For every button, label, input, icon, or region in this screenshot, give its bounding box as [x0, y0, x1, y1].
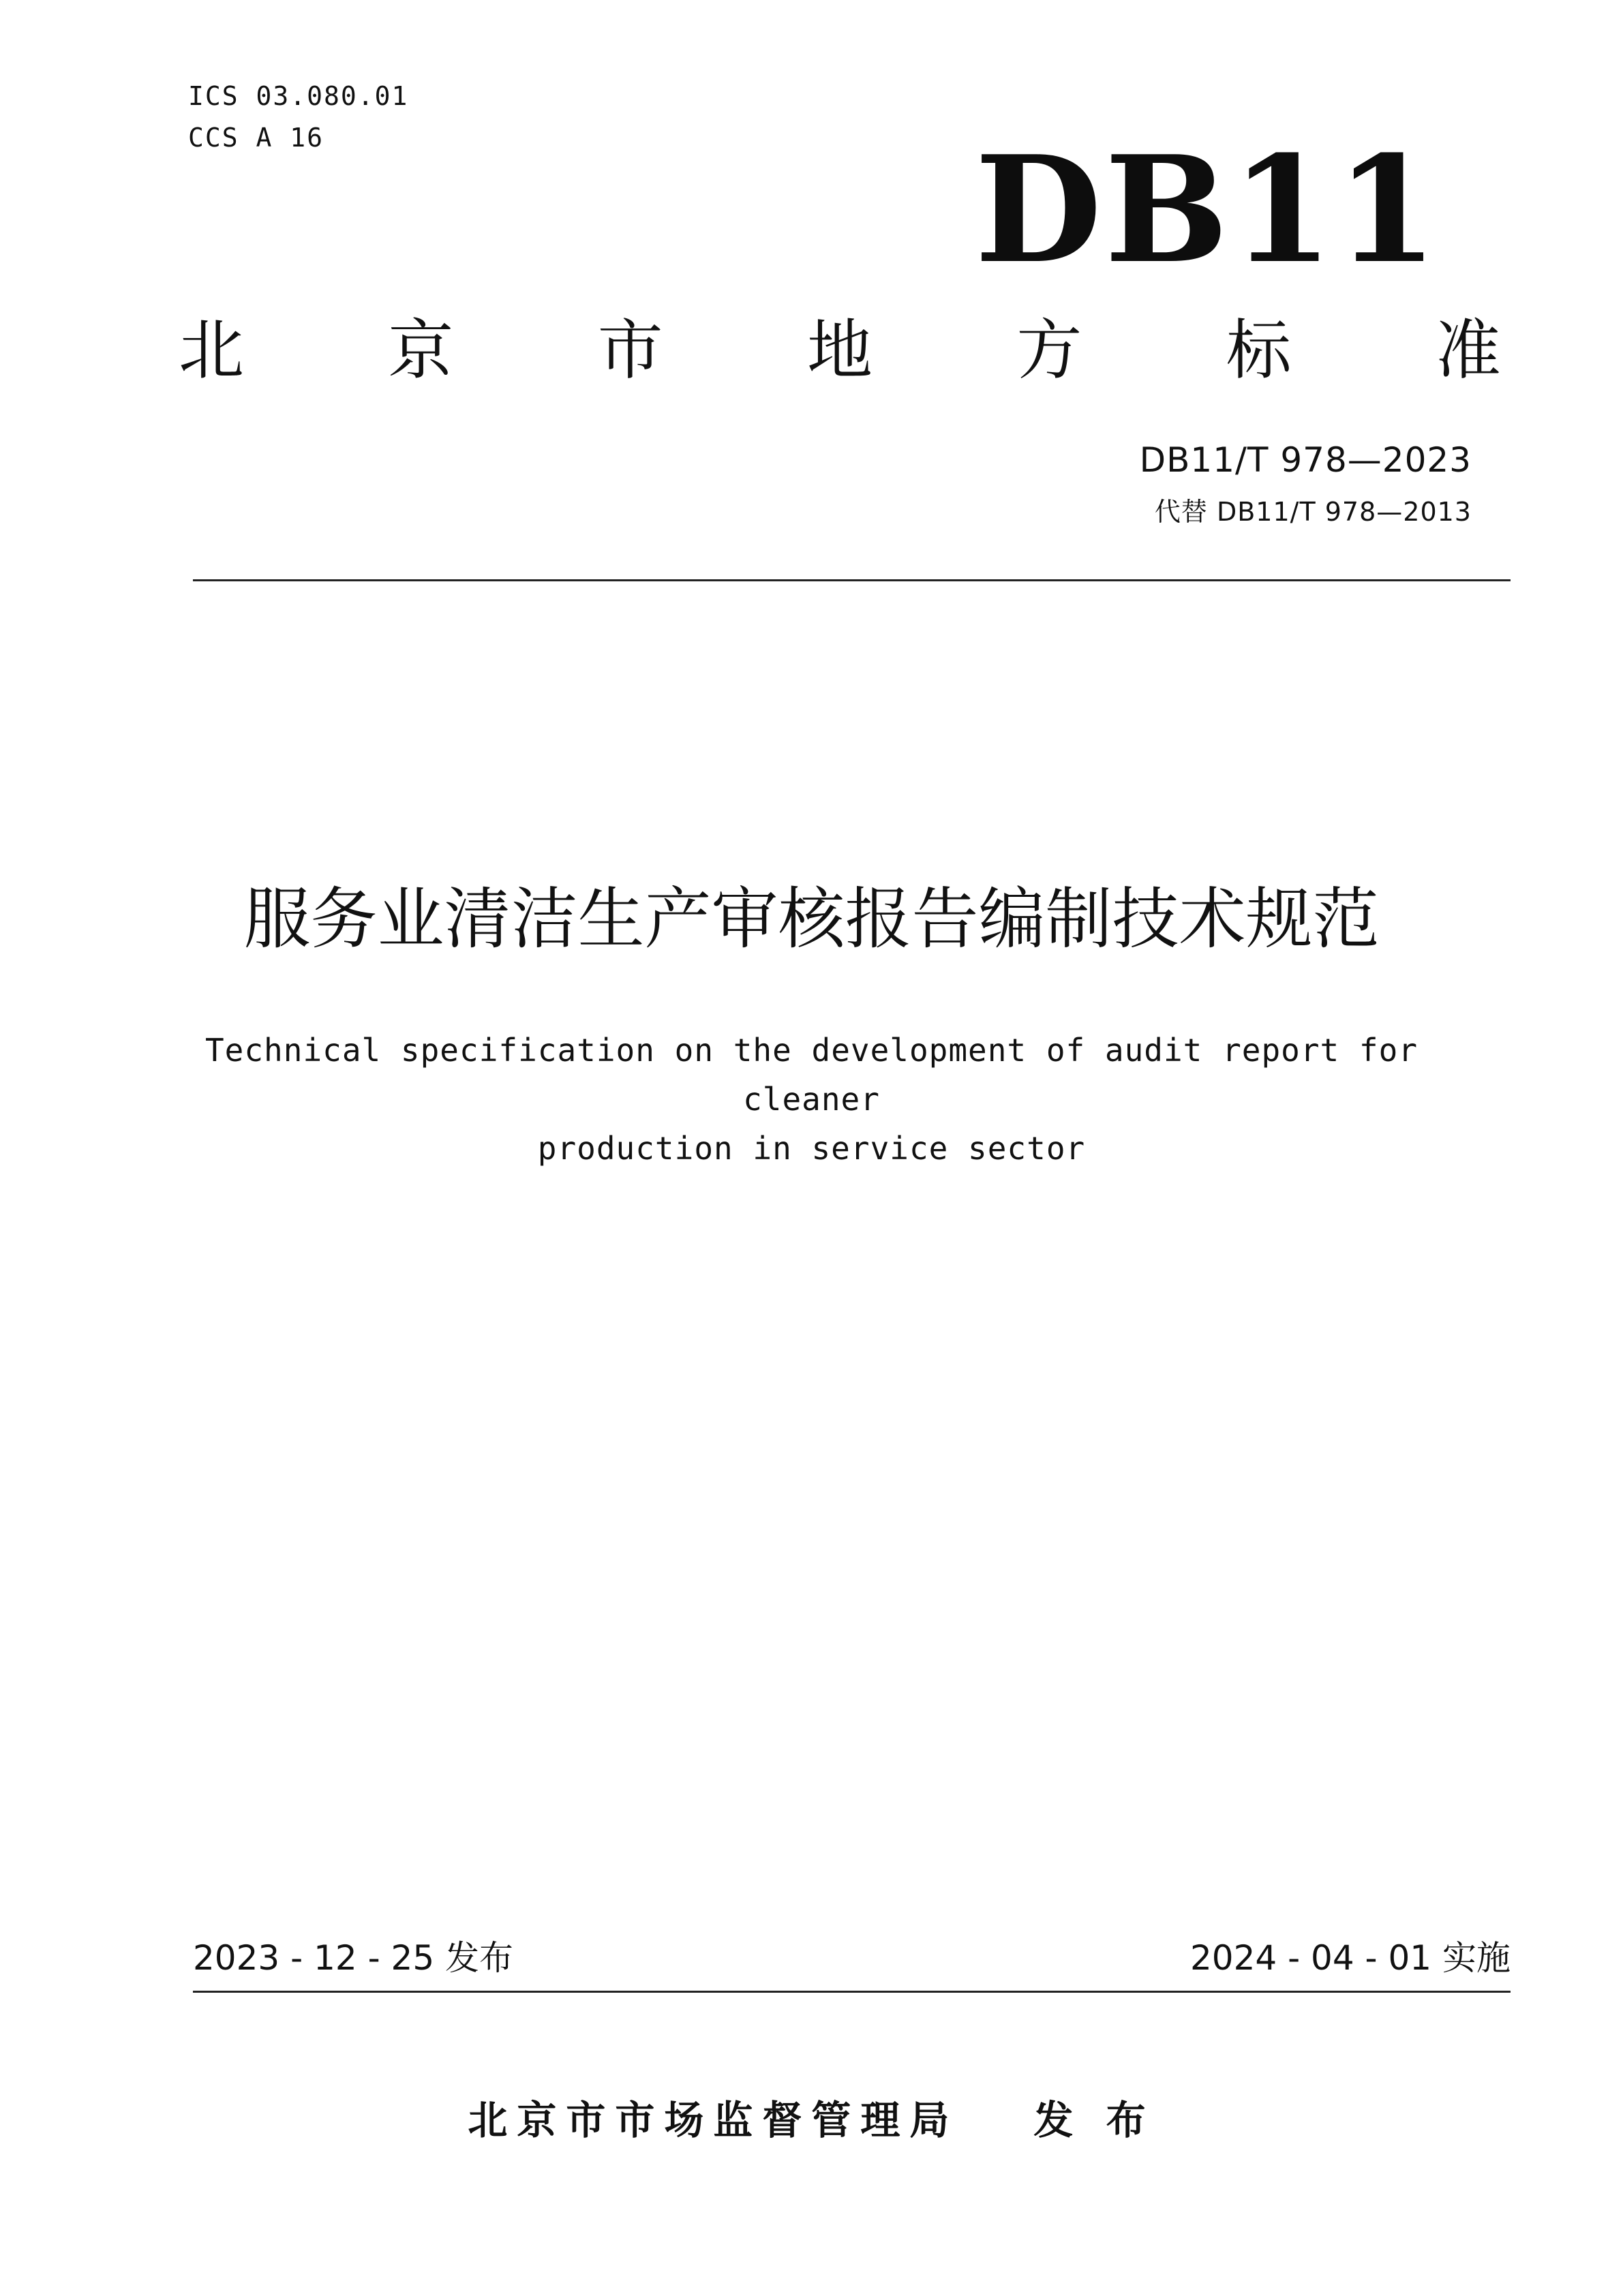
standard-type-char: 地: [806, 312, 873, 388]
ccs-code: CCS A 16: [188, 123, 324, 153]
standard-type-char: 京: [388, 312, 454, 388]
standard-type-heading: [179, 312, 1501, 388]
document-title-english: [136, 1026, 1487, 1173]
replaces-standard: 代替 DB11/T 978—2013: [1154, 497, 1472, 527]
standard-type-char: 准: [1435, 312, 1501, 388]
standard-number: DB11/T 978—2023: [1139, 440, 1472, 480]
standard-type-char: 北: [179, 312, 244, 388]
bottom-divider: [193, 1991, 1511, 1993]
standard-type-char: 标: [1226, 312, 1292, 388]
publisher-line: [0, 2097, 1623, 2143]
top-divider: [193, 579, 1511, 581]
title-english-line-2: production in service sector: [537, 1130, 1086, 1167]
standard-type-char: 市: [597, 312, 663, 388]
issue-date: 2023 - 12 - 25 发布: [193, 1938, 514, 1978]
standard-type-char: 方: [1016, 312, 1082, 388]
db11-logo: DB11: [975, 123, 1441, 296]
implementation-date: 2024 - 04 - 01 实施: [1189, 1938, 1511, 1978]
publisher-action: 发 布: [1033, 2097, 1155, 2143]
publisher-name: 北京市市场监督管理局: [468, 2097, 959, 2143]
document-title-chinese: 服务业清洁生产审核报告编制技术规范: [243, 881, 1380, 958]
ics-code: ICS 03.080.01: [188, 81, 409, 111]
title-english-line-1: Technical specification on the development of audit report for cleaner: [204, 1032, 1419, 1118]
